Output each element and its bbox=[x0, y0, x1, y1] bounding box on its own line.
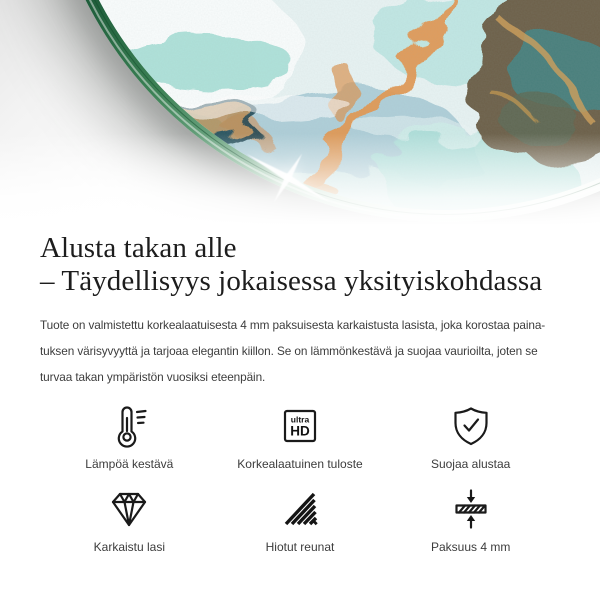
description-line: turvaa takan ympäristön vuosiksi eteenpäin. bbox=[40, 370, 266, 384]
ultra-hd-badge-top: ultra bbox=[290, 414, 310, 425]
feature-label: Lämpöä kestävä bbox=[85, 457, 174, 471]
feature-high-quality-print bbox=[237, 404, 362, 471]
page-title-line2: – Täydellisyys jokaisessa yksityiskohdassa bbox=[40, 265, 543, 297]
product-description-text bbox=[40, 312, 560, 390]
marble-print-surface bbox=[55, 0, 600, 210]
feature-thickness bbox=[431, 487, 510, 554]
feature-heat-resistant bbox=[85, 404, 173, 471]
feature-polished-edges bbox=[266, 487, 335, 554]
feature-label: Hiotut reunat bbox=[265, 540, 335, 554]
polished-edges-icon bbox=[278, 487, 322, 531]
shield-check-icon bbox=[449, 404, 493, 448]
ultra-hd-icon bbox=[278, 404, 322, 448]
product-description-section bbox=[0, 230, 600, 554]
description-line: Tuote on valmistettu korkealaatuisesta 4 mm paksuisesta karkaistusta lasista, joka korostaa paina- bbox=[40, 318, 546, 332]
marble-pattern-image bbox=[55, 0, 600, 210]
page-title bbox=[40, 230, 560, 298]
ultra-hd-badge-bottom: HD bbox=[290, 423, 310, 439]
thermometer-icon bbox=[107, 404, 151, 448]
description-line: tuksen värisyvyyttä ja tarjoaa elegantin kiillon. Se on lämmönkestävä ja suojaa vaurioilta, joten se bbox=[40, 344, 538, 358]
page-title-line1: Alusta takan alle bbox=[40, 232, 237, 264]
thickness-arrows-icon bbox=[449, 487, 493, 531]
round-glass-marble-plate bbox=[43, 0, 600, 222]
feature-protects-base bbox=[431, 404, 510, 471]
feature-label: Karkaistu lasi bbox=[93, 540, 166, 554]
feature-grid bbox=[40, 404, 560, 554]
feature-label: Suojaa alustaa bbox=[430, 457, 511, 471]
feature-label: Paksuus 4 mm bbox=[430, 540, 511, 554]
diamond-icon bbox=[107, 487, 151, 531]
feature-label: Korkealaatuinen tuloste bbox=[237, 457, 363, 471]
product-photo-section bbox=[0, 0, 600, 230]
feature-tempered-glass bbox=[94, 487, 165, 554]
